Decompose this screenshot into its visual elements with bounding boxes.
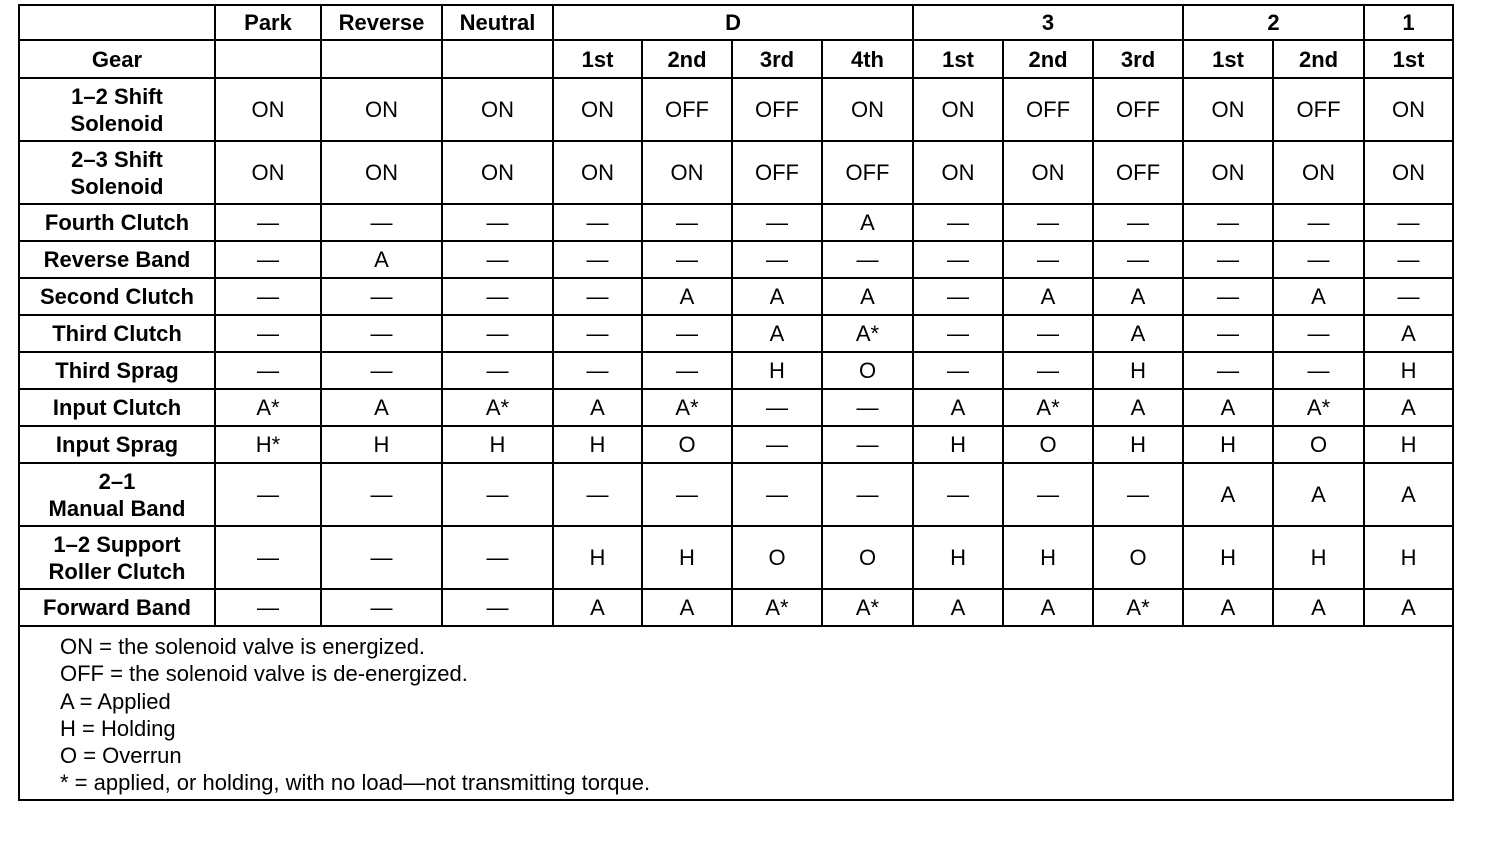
state-cell: OFF bbox=[732, 141, 822, 204]
state-cell: — bbox=[1183, 315, 1273, 352]
state-cell: — bbox=[553, 204, 642, 241]
component-label bbox=[19, 463, 215, 526]
state-cell: — bbox=[215, 352, 321, 389]
component-label bbox=[19, 78, 215, 141]
state-cell: O bbox=[1003, 426, 1093, 463]
component-label bbox=[19, 352, 215, 389]
state-cell: — bbox=[442, 204, 553, 241]
state-cell: H bbox=[442, 426, 553, 463]
state-cell: ON bbox=[1183, 141, 1273, 204]
state-cell: — bbox=[321, 278, 442, 315]
component-label-line: 1–2 Shift bbox=[71, 83, 163, 109]
state-cell: H bbox=[321, 426, 442, 463]
state-cell: A bbox=[642, 278, 732, 315]
legend-on: ON = the solenoid valve is energized. bbox=[60, 634, 426, 659]
state-cell: — bbox=[732, 426, 822, 463]
state-cell: A bbox=[1273, 278, 1364, 315]
range-reverse: Reverse bbox=[321, 5, 442, 40]
state-cell: — bbox=[553, 278, 642, 315]
state-cell: H bbox=[553, 426, 642, 463]
state-cell: — bbox=[1003, 204, 1093, 241]
state-cell: — bbox=[642, 352, 732, 389]
state-cell: A bbox=[1183, 389, 1273, 426]
state-cell: — bbox=[215, 526, 321, 589]
state-cell: H bbox=[1273, 526, 1364, 589]
gear-cell bbox=[442, 40, 553, 78]
state-cell: — bbox=[913, 315, 1003, 352]
table-row bbox=[19, 589, 1453, 626]
state-cell: ON bbox=[553, 141, 642, 204]
gear-cell: 3rd bbox=[1093, 40, 1183, 78]
state-cell: — bbox=[1183, 204, 1273, 241]
component-label-line: Fourth Clutch bbox=[44, 210, 190, 235]
state-cell: A bbox=[1093, 389, 1183, 426]
state-cell: A bbox=[321, 389, 442, 426]
gear-cell: 2nd bbox=[1273, 40, 1364, 78]
state-cell: — bbox=[442, 352, 553, 389]
clutch-application-table-wrapper bbox=[18, 4, 1452, 801]
gear-cell: 1st bbox=[553, 40, 642, 78]
component-label-line: Third Clutch bbox=[52, 321, 182, 346]
component-label bbox=[19, 241, 215, 278]
gear-cell: 2nd bbox=[1003, 40, 1093, 78]
range-d: D bbox=[553, 5, 913, 40]
state-cell: OFF bbox=[642, 78, 732, 141]
legend-holding: H = Holding bbox=[60, 715, 176, 741]
state-cell: O bbox=[822, 352, 913, 389]
gear-cell bbox=[215, 40, 321, 78]
component-label-line: Third Sprag bbox=[55, 358, 179, 383]
state-cell: A bbox=[913, 589, 1003, 626]
state-cell: ON bbox=[215, 78, 321, 141]
gear-cell: 1st bbox=[1183, 40, 1273, 78]
state-cell: — bbox=[442, 589, 553, 626]
component-label-line: Forward Band bbox=[43, 595, 191, 620]
state-cell: ON bbox=[1273, 141, 1364, 204]
state-cell: ON bbox=[321, 78, 442, 141]
gear-cell: 2nd bbox=[642, 40, 732, 78]
state-cell: H bbox=[553, 526, 642, 589]
state-cell: A* bbox=[732, 589, 822, 626]
state-cell: A bbox=[822, 278, 913, 315]
state-cell: — bbox=[1003, 352, 1093, 389]
state-cell: — bbox=[732, 204, 822, 241]
state-cell: ON bbox=[1364, 78, 1453, 141]
state-cell: — bbox=[442, 278, 553, 315]
state-cell: ON bbox=[642, 141, 732, 204]
state-cell: — bbox=[442, 315, 553, 352]
state-cell: — bbox=[642, 315, 732, 352]
state-cell: — bbox=[215, 589, 321, 626]
state-cell: H bbox=[1183, 526, 1273, 589]
table-body bbox=[19, 78, 1453, 626]
state-cell: O bbox=[732, 526, 822, 589]
state-cell: — bbox=[215, 241, 321, 278]
range-park: Park bbox=[215, 5, 321, 40]
state-cell: OFF bbox=[822, 141, 913, 204]
state-cell: H bbox=[1364, 352, 1453, 389]
legend bbox=[19, 626, 1453, 800]
state-cell: — bbox=[321, 589, 442, 626]
state-cell: ON bbox=[913, 141, 1003, 204]
state-cell: — bbox=[642, 241, 732, 278]
state-cell: — bbox=[1093, 204, 1183, 241]
state-cell: OFF bbox=[1273, 78, 1364, 141]
state-cell: A bbox=[1364, 315, 1453, 352]
state-cell: — bbox=[1364, 241, 1453, 278]
state-cell: A bbox=[1003, 278, 1093, 315]
state-cell: — bbox=[553, 352, 642, 389]
state-cell: H bbox=[1183, 426, 1273, 463]
state-cell: — bbox=[1273, 315, 1364, 352]
state-cell: A bbox=[1273, 589, 1364, 626]
legend-overrun: O = Overrun bbox=[60, 743, 182, 769]
state-cell: — bbox=[321, 204, 442, 241]
state-cell: ON bbox=[442, 78, 553, 141]
state-cell: ON bbox=[913, 78, 1003, 141]
gear-header-row bbox=[19, 40, 1453, 78]
legend-applied: A = Applied bbox=[60, 688, 171, 714]
state-cell: H bbox=[913, 426, 1003, 463]
state-cell: — bbox=[553, 315, 642, 352]
component-label bbox=[19, 589, 215, 626]
gear-cell bbox=[321, 40, 442, 78]
state-cell: H bbox=[1364, 526, 1453, 589]
component-label-line: Input Clutch bbox=[52, 395, 182, 420]
state-cell: — bbox=[1093, 241, 1183, 278]
state-cell: A* bbox=[822, 315, 913, 352]
state-cell: O bbox=[642, 426, 732, 463]
state-cell: — bbox=[732, 389, 822, 426]
state-cell: OFF bbox=[1093, 78, 1183, 141]
state-cell: A bbox=[553, 389, 642, 426]
state-cell: — bbox=[913, 241, 1003, 278]
state-cell: — bbox=[913, 352, 1003, 389]
table-row bbox=[19, 389, 1453, 426]
state-cell: A* bbox=[1093, 589, 1183, 626]
state-cell: — bbox=[1273, 204, 1364, 241]
state-cell: OFF bbox=[1093, 141, 1183, 204]
state-cell: ON bbox=[1183, 78, 1273, 141]
state-cell: A bbox=[1093, 278, 1183, 315]
state-cell: A bbox=[1273, 463, 1364, 526]
component-label bbox=[19, 526, 215, 589]
state-cell: — bbox=[822, 389, 913, 426]
state-cell: — bbox=[1183, 241, 1273, 278]
component-label bbox=[19, 389, 215, 426]
state-cell: — bbox=[1364, 278, 1453, 315]
component-label-line: Input Sprag bbox=[55, 432, 179, 457]
state-cell: H bbox=[1093, 426, 1183, 463]
state-cell: — bbox=[1364, 204, 1453, 241]
component-label-line: Manual Band bbox=[48, 495, 186, 521]
range-2: 2 bbox=[1183, 5, 1364, 40]
corner-cell bbox=[19, 5, 215, 40]
state-cell: ON bbox=[1003, 141, 1093, 204]
state-cell: — bbox=[321, 526, 442, 589]
state-cell: A* bbox=[215, 389, 321, 426]
legend-row bbox=[19, 626, 1453, 800]
state-cell: H* bbox=[215, 426, 321, 463]
state-cell: — bbox=[553, 241, 642, 278]
state-cell: — bbox=[215, 463, 321, 526]
state-cell: ON bbox=[1364, 141, 1453, 204]
state-cell: — bbox=[321, 315, 442, 352]
gear-cell: 4th bbox=[822, 40, 913, 78]
state-cell: — bbox=[822, 463, 913, 526]
state-cell: A bbox=[1364, 589, 1453, 626]
state-cell: A bbox=[642, 589, 732, 626]
component-label-line: 1–2 Support bbox=[53, 531, 181, 557]
table-row bbox=[19, 352, 1453, 389]
state-cell: — bbox=[642, 463, 732, 526]
state-cell: H bbox=[1003, 526, 1093, 589]
component-label-line: Roller Clutch bbox=[48, 558, 186, 584]
state-cell: — bbox=[1093, 463, 1183, 526]
state-cell: — bbox=[215, 278, 321, 315]
component-label bbox=[19, 426, 215, 463]
component-label-line: 2–3 Shift bbox=[71, 146, 163, 172]
state-cell: A bbox=[1364, 389, 1453, 426]
gear-label: Gear bbox=[19, 40, 215, 78]
state-cell: A bbox=[553, 589, 642, 626]
state-cell: O bbox=[1273, 426, 1364, 463]
state-cell: ON bbox=[553, 78, 642, 141]
state-cell: H bbox=[732, 352, 822, 389]
gear-cell: 3rd bbox=[732, 40, 822, 78]
state-cell: — bbox=[1003, 463, 1093, 526]
state-cell: — bbox=[442, 463, 553, 526]
state-cell: A bbox=[1093, 315, 1183, 352]
state-cell: — bbox=[1003, 241, 1093, 278]
state-cell: A bbox=[1183, 589, 1273, 626]
state-cell: A bbox=[1364, 463, 1453, 526]
state-cell: — bbox=[822, 241, 913, 278]
state-cell: A* bbox=[822, 589, 913, 626]
state-cell: — bbox=[553, 463, 642, 526]
state-cell: A bbox=[1183, 463, 1273, 526]
state-cell: — bbox=[1003, 315, 1093, 352]
table-row bbox=[19, 78, 1453, 141]
state-cell: — bbox=[1273, 352, 1364, 389]
state-cell: OFF bbox=[732, 78, 822, 141]
state-cell: ON bbox=[822, 78, 913, 141]
range-header-row bbox=[19, 5, 1453, 40]
table-row bbox=[19, 204, 1453, 241]
state-cell: A* bbox=[1273, 389, 1364, 426]
state-cell: — bbox=[321, 463, 442, 526]
state-cell: — bbox=[215, 204, 321, 241]
component-label-line: 2–1 bbox=[98, 468, 136, 494]
state-cell: ON bbox=[321, 141, 442, 204]
state-cell: — bbox=[913, 463, 1003, 526]
component-label-line: Solenoid bbox=[70, 110, 164, 136]
state-cell: A* bbox=[1003, 389, 1093, 426]
table-row bbox=[19, 463, 1453, 526]
state-cell: — bbox=[732, 463, 822, 526]
state-cell: — bbox=[822, 426, 913, 463]
state-cell: — bbox=[1273, 241, 1364, 278]
state-cell: A bbox=[822, 204, 913, 241]
state-cell: — bbox=[1183, 352, 1273, 389]
clutch-application-table bbox=[18, 4, 1454, 801]
range-neutral: Neutral bbox=[442, 5, 553, 40]
table-row bbox=[19, 426, 1453, 463]
state-cell: A bbox=[321, 241, 442, 278]
state-cell: A bbox=[1003, 589, 1093, 626]
legend-off: OFF = the solenoid valve is de-energized. bbox=[60, 661, 468, 687]
state-cell: — bbox=[442, 241, 553, 278]
state-cell: — bbox=[215, 315, 321, 352]
table-row bbox=[19, 241, 1453, 278]
state-cell: H bbox=[1093, 352, 1183, 389]
state-cell: A bbox=[732, 315, 822, 352]
component-label bbox=[19, 204, 215, 241]
state-cell: ON bbox=[442, 141, 553, 204]
state-cell: A bbox=[913, 389, 1003, 426]
state-cell: H bbox=[1364, 426, 1453, 463]
component-label-line: Reverse Band bbox=[43, 247, 191, 272]
component-label bbox=[19, 278, 215, 315]
state-cell: A* bbox=[642, 389, 732, 426]
component-label bbox=[19, 315, 215, 352]
gear-cell: 1st bbox=[913, 40, 1003, 78]
state-cell: H bbox=[642, 526, 732, 589]
state-cell: O bbox=[1093, 526, 1183, 589]
range-3: 3 bbox=[913, 5, 1183, 40]
table-row bbox=[19, 526, 1453, 589]
state-cell: A* bbox=[442, 389, 553, 426]
state-cell: — bbox=[321, 352, 442, 389]
state-cell: H bbox=[913, 526, 1003, 589]
gear-cell: 1st bbox=[1364, 40, 1453, 78]
state-cell: — bbox=[642, 204, 732, 241]
state-cell: O bbox=[822, 526, 913, 589]
state-cell: — bbox=[442, 526, 553, 589]
state-cell: — bbox=[913, 278, 1003, 315]
table-row bbox=[19, 315, 1453, 352]
table-row bbox=[19, 141, 1453, 204]
table-row bbox=[19, 278, 1453, 315]
state-cell: — bbox=[732, 241, 822, 278]
component-label-line: Second Clutch bbox=[39, 284, 194, 309]
state-cell: OFF bbox=[1003, 78, 1093, 141]
state-cell: A bbox=[732, 278, 822, 315]
legend-asterisk: * = applied, or holding, with no load—not transmitting torque. bbox=[60, 770, 651, 796]
state-cell: — bbox=[1183, 278, 1273, 315]
component-label bbox=[19, 141, 215, 204]
component-label-line: Solenoid bbox=[70, 173, 164, 199]
state-cell: — bbox=[913, 204, 1003, 241]
range-1: 1 bbox=[1364, 5, 1453, 40]
state-cell: ON bbox=[215, 141, 321, 204]
